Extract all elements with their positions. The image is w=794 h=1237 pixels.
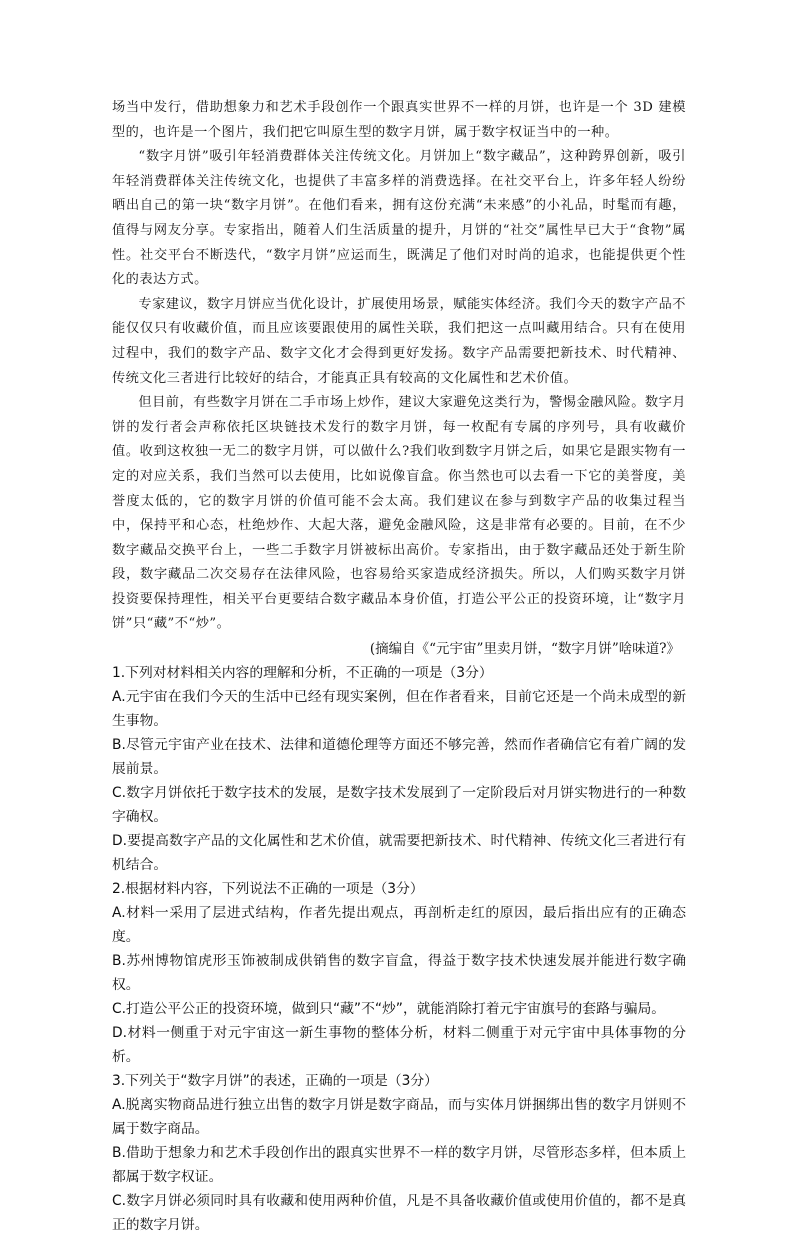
question-stem: 3.下列关于“数字月饼”的表述，正确的一项是（3分）	[112, 1073, 438, 1090]
answer-option: C.数字月饼依托于数字技术的发展，是数字技术发展到了一定阶段后对月饼实物进行的一种数字确权。	[112, 785, 686, 826]
question-stem: 1.下列对材料相关内容的理解和分析，不正确的一项是（3分）	[112, 665, 493, 682]
question-stem: 2.根据材料内容，下列说法不正确的一项是（3分）	[112, 881, 424, 898]
passage-paragraph: “数字月饼”吸引年轻消费群体关注传统文化。月饼加上“数字藏品”，这种跨界创新，吸引年轻消费群体关注传统文化，也提供了丰富多样的消费选择。在社交平台上，许多年轻人纷纷晒出自己的第一块“数字月饼”。在他们看来，拥有这份充满“未来感”的小礼品，时髦而有趣，值得与网友分享。专家指出，随着人们生活质量的提升，月饼的“社交”属性早已大于“食物”属性。社交平台不断迭代，“数字月饼”应运而生，既满足了他们对时尚的追求，也能提供更个性化的表达方式。	[112, 149, 686, 288]
answer-option: D.材料一侧重于对元宇宙这一新生事物的整体分析，材料二侧重于对元宇宙中具体事物的分析。	[112, 1025, 686, 1066]
question-item	[112, 1069, 686, 1237]
document-page	[112, 96, 686, 1237]
answer-option: D.要提高数字产品的文化属性和艺术价值，就需要把新技术、时代精神、传统文化三者进行有机结合。	[112, 833, 686, 874]
answer-option: B.尽管元宇宙产业在技术、法律和道德伦理等方面还不够完善，然而作者确信它有着广阔的发展前景。	[112, 737, 686, 778]
answer-option: B.苏州博物馆虎形玉饰被制成供销售的数字盲盒，得益于数字技术快速发展并能进行数字确权。	[112, 953, 686, 994]
question-list	[112, 661, 686, 1237]
answer-option: C.打造公平公正的投资环境，做到只“藏”不“炒”，就能消除打着元宇宙旗号的套路与骗局。	[112, 1001, 666, 1018]
answer-option: C.数字月饼必须同时具有收藏和使用两种价值，凡是不具备收藏价值或使用价值的，都不是真正的数字月饼。	[112, 1193, 686, 1234]
reading-passage	[112, 96, 686, 637]
question-item	[112, 877, 686, 1069]
answer-option: A.脱离实物商品进行独立出售的数字月饼是数字商品，而与实体月饼捆绑出售的数字月饼则不属于数字商品。	[112, 1097, 686, 1138]
passage-paragraph: 专家建议，数字月饼应当优化设计，扩展使用场景，赋能实体经济。我们今天的数字产品不能仅仅只有收藏价值，而且应该要跟使用的属性关联，我们把这一点叫藏用结合。只有在使用过程中，我们的数字产品、数字文化才会得到更好发扬。数字产品需要把新技术、时代精神、传统文化三者进行比较好的结合，才能真正具有较高的文化属性和艺术价值。	[112, 296, 686, 386]
answer-option: A.元宇宙在我们今天的生活中已经有现实案例，但在作者看来，目前它还是一个尚未成型的新生事物。	[112, 689, 686, 730]
passage-paragraph: 但目前，有些数字月饼在二手市场上炒作，建议大家避免这类行为，警惕金融风险。数字月饼的发行者会声称依托区块链技术发行的数字月饼，每一枚配有专属的序列号，具有收藏价值。收到这枚独一无二的数字月饼，可以做什么?我们收到数字月饼之后，如果它是跟实物有一定的对应关系，我们当然可以去使用，比如说像盲盒。你当然也可以去看一下它的美誉度，美誉度太低的，它的数字月饼的价值可能不会太高。我们建议在参与到数字产品的收集过程当中，保持平和心态，杜绝炒作、大起大落，避免金融风险，这是非常有必要的。目前，在不少数字藏品交换平台上，一些二手数字月饼被标出高价。专家指出，由于数字藏品还处于新生阶段，数字藏品二次交易存在法律风险，也容易给买家造成经济损失。所以，人们购买数字月饼投资要保持理性，相关平台更要结合数字藏品本身价值，打造公平公正的投资环境，让“数字月饼”只“藏”不“炒”。	[112, 395, 686, 632]
answer-option: A.材料一采用了层进式结构，作者先提出观点，再剖析走红的原因，最后指出应有的正确态度。	[112, 905, 686, 946]
passage-paragraph: 场当中发行，借助想象力和艺术手段创作一个跟真实世界不一样的月饼，也许是一个 3D 建模型的，也许是一个图片，我们把它叫原生型的数字月饼，属于数字权证当中的一种。	[112, 100, 686, 140]
passage-source: (摘编自《“元宇宙”里卖月饼，“数字月饼”啥味道?》	[369, 641, 680, 658]
answer-option: B.借助于想象力和艺术手段创作出的跟真实世界不一样的数字月饼，尽管形态多样，但本质上都属于数字权证。	[112, 1145, 686, 1186]
question-item	[112, 661, 686, 877]
